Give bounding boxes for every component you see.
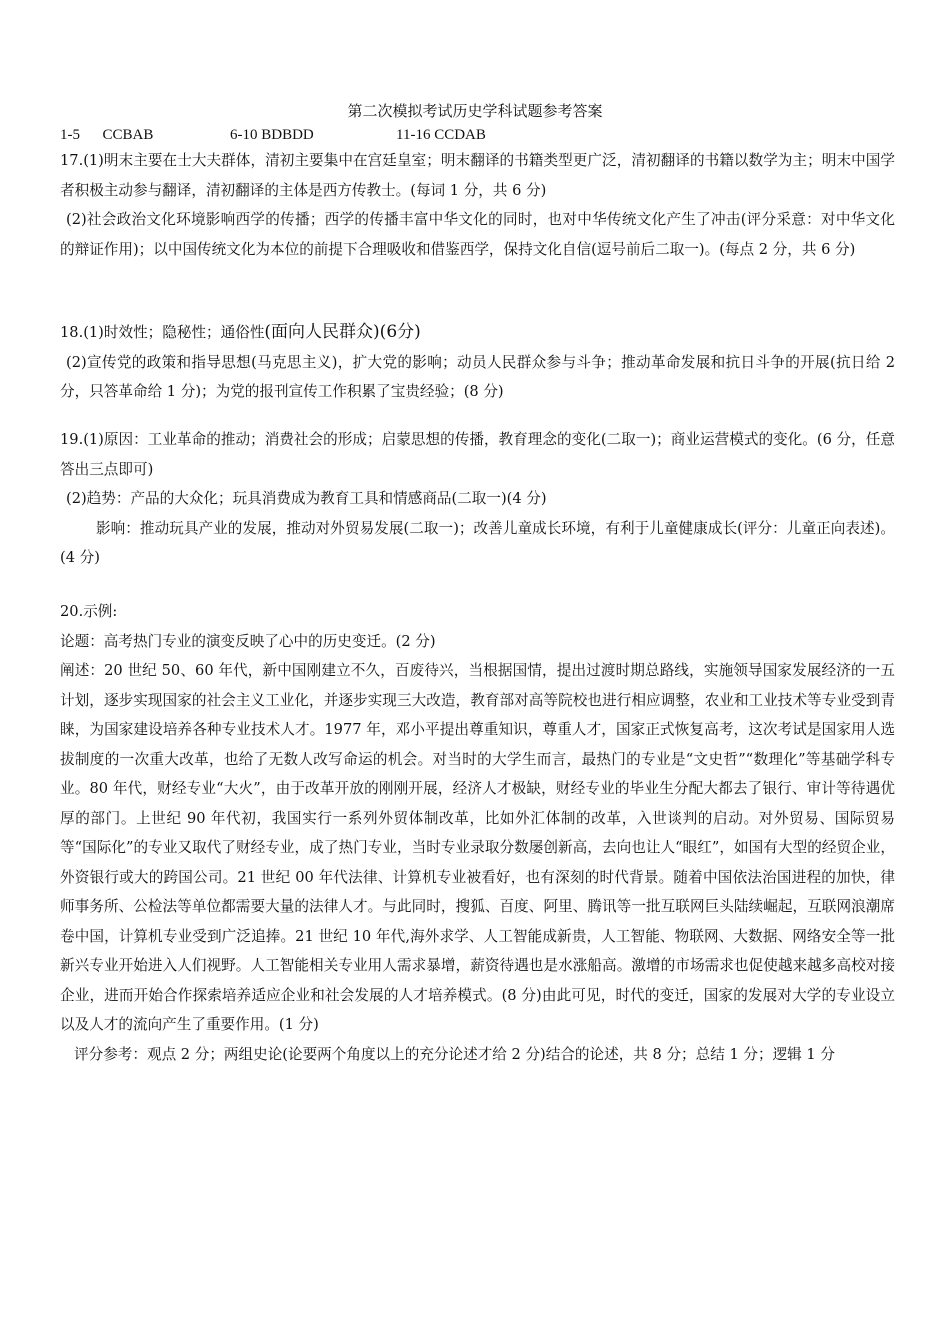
- q19-influence: 影响：推动玩具产业的发展，推动对外贸易发展(二取一)；改善儿童成长环境，有利于儿童健康成长(评分：儿童正向表述)。(4 分): [60, 519, 895, 566]
- q20-elaboration: 阐述：20 世纪 50、60 年代，新中国刚建立不久，百废待兴，当根据国情，提出过渡时期总路线，实施领导国家发展经济的一五计划，逐步实现国家的社会主义工业化，并逐步实现三大改造，教育部对高等院校也进行相应调整，农业和工业技术等专业受到青睐，为国家建设培养各种专业技术人才。1977 年，邓小平提出尊重知识，尊重人才，国家正式恢复高考，这次考试是国家用人选拔制度的一次重大改革，也给了无数人改写命运的机会。对当时的大学生而言，最热门的专业是“文史哲”“数理化”等基础学科专业。80 年代，财经专业“大火”，由于改革开放的刚刚开展，经济人才极缺，财经专业的毕业生分配大都去了银行、审计等待遇优厚的部门。上世纪 90 年代初，我国实行一系列外贸体制改革，比如外汇体制的改革，入世谈判的启动。对外贸易、国际贸易等“国际化”的专业又取代了财经专业，成了热门专业，当时专业录取分数屡创新高，去向也让人“眼红”，如国有大型的经贸企业，外资银行或大的跨国公司。21 世纪 00 年代法律、计算机专业被看好，也有深刻的时代背景。随着中国依法治国进程的加快，律师事务所、公检法等单位都需要大量的法律人才。与此同时，搜狐、百度、阿里、腾讯等一批互联网巨头陆续崛起，互联网浪潮席卷中国，计算机专业受到广泛追捧。21 世纪 10 年代,海外求学、人工智能成新贵，人工智能、物联网、大数据、网络安全等一批新兴专业开始进入人们视野。人工智能相关专业用人需求暴增，薪资待遇也是水涨船高。激增的市场需求也促使越来越多高校对接企业，进而开始合作探索培养适应企业和社会发展的人才培养模式。(8 分)由此可见，时代的变迁，国家的发展对大学的专业设立以及人才的流向产生了重要作用。(1 分): [60, 662, 895, 1033]
- q18-part1: [60, 318, 895, 348]
- mc-answers-6-10: 6-10 BDBDD: [230, 127, 314, 143]
- q18-part2: (2)宣传党的政策和指导思想(马克思主义)，扩大党的影响；动员人民群众参与斗争；推动革命发展和抗日斗争的开展(抗日给 2 分，只答革命给 1 分)；为党的报刊宣传工作积累了宝贵经验；(8 分): [60, 353, 895, 400]
- document-title: 第二次模拟考试历史学科试题参考答案: [347, 102, 603, 120]
- q18-part1-note: (面向人民群众)(6分): [264, 322, 421, 342]
- question-19-answer: [60, 425, 895, 573]
- q17-part2: (2)社会政治文化环境影响西学的传播；西学的传播丰富中华文化的同时，也对中华传统文化产生了冲击(评分采意：对中华文化的辩证作用)；以中国传统文化为本位的前提下合理吸收和借鉴西学，保持文化自信(逗号前后二取一)。(每点 2 分，共 6 分): [60, 211, 895, 258]
- q19-part2: (2)趋势：产品的大众化；玩具消费成为教育工具和情感商品(二取一)(4 分): [66, 490, 547, 507]
- mc-answers-1-5: 1-5 CCBAB: [60, 127, 154, 143]
- question-17-answer: [60, 146, 895, 264]
- question-20-answer: [60, 597, 895, 1069]
- q20-example-label: 20.示例:: [60, 603, 118, 620]
- q20-scoring-reference: 评分参考：观点 2 分；两组史论(论要两个角度以上的充分论述才给 2 分)结合的论述，共 8 分；总结 1 分；逻辑 1 分: [74, 1045, 835, 1063]
- mc-answers-11-16: 11-16 CCDAB: [396, 127, 486, 143]
- q20-thesis: 论题：高考热门专业的演变反映了心中的历史变迁。(2 分): [60, 632, 436, 650]
- q17-part1: 17.(1)明末主要在士大夫群体，清初主要集中在宫廷皇室；明末翻译的书籍类型更广泛，清初翻译的书籍以数学为主；明末中国学者积极主动参与翻译，清初翻译的主体是西方传教士。(每词 1 分，共 6 分): [60, 152, 895, 199]
- question-18-answer: [60, 318, 895, 407]
- q18-part1-text: 18.(1)时效性；隐秘性；通俗性: [60, 324, 265, 341]
- q19-part1: 19.(1)原因：工业革命的推动；消费社会的形成；启蒙思想的传播，教育理念的变化(二取一)；商业运营模式的变化。(6 分，任意答出三点即可): [60, 431, 895, 478]
